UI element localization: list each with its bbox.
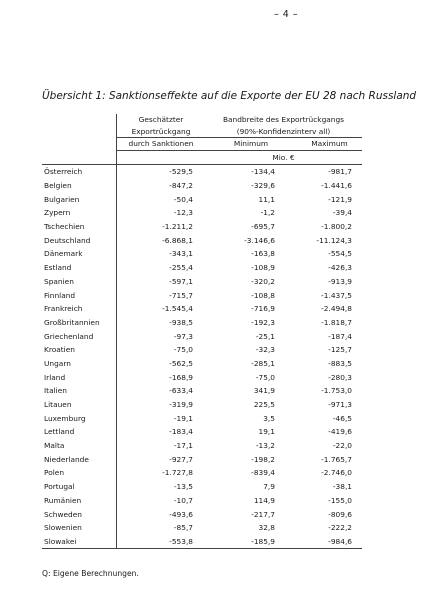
estimate-cell: -10,7	[117, 494, 206, 508]
country-cell: Luxemburg	[44, 413, 86, 423]
maximum-cell: -1.437,5	[321, 290, 352, 300]
maximum-cell: -981,7	[328, 167, 352, 177]
table-row	[42, 521, 362, 535]
estimate-cell: -1.727,8	[117, 466, 206, 480]
header-group-line2: (90%-Konfidenzinterv all)	[236, 126, 331, 136]
country-cell: Griechenland	[44, 331, 94, 341]
table-row	[42, 302, 362, 316]
sanctions-table	[42, 114, 362, 549]
table-row	[42, 453, 362, 467]
minimum-cell: 341,9	[253, 386, 275, 396]
table-row	[42, 507, 362, 521]
country-cell: Slowakei	[42, 535, 117, 549]
estimate-cell: -715,7	[117, 288, 206, 302]
minimum-cell: 11,1	[258, 194, 275, 204]
table-row	[42, 261, 362, 275]
header-col1-line3: durch Sanktionen	[117, 138, 206, 151]
maximum-cell: -554,5	[328, 249, 352, 259]
table-row	[42, 329, 362, 343]
maximum-cell: -809,6	[328, 509, 352, 519]
table-row	[42, 193, 362, 207]
table-row	[42, 206, 362, 220]
maximum-cell: -187,4	[328, 331, 352, 341]
estimate-cell: -255,4	[117, 261, 206, 275]
country-cell: Belgien	[44, 181, 72, 191]
maximum-cell: -222,2	[328, 523, 352, 533]
country-cell: Estland	[44, 263, 72, 273]
header-group-line1: Bandbreite des Exportrückgangs	[222, 115, 345, 125]
table-row	[42, 425, 362, 439]
country-cell: Litauen	[44, 400, 72, 410]
minimum-cell: -25,1	[255, 331, 275, 341]
header-minimum: Minimum	[205, 138, 297, 151]
table-row	[42, 316, 362, 330]
country-cell: Malta	[44, 441, 65, 451]
estimate-cell: -97,3	[117, 329, 206, 343]
country-cell: Irland	[44, 372, 66, 382]
country-cell: Großbritannien	[44, 317, 100, 327]
country-cell: Polen	[44, 468, 64, 478]
source-note: Q: Eigene Berechnungen.	[42, 569, 139, 578]
maximum-cell: -38,1	[332, 482, 352, 492]
table-row	[42, 165, 362, 179]
country-cell: Bulgarien	[44, 194, 80, 204]
table-row	[42, 398, 362, 412]
maximum-cell: -46,5	[332, 413, 352, 423]
table-row	[42, 371, 362, 385]
estimate-cell: -343,1	[117, 247, 206, 261]
table-row	[42, 220, 362, 234]
estimate-cell: -633,4	[117, 384, 206, 398]
estimate-cell: -50,4	[117, 193, 206, 207]
country-cell: Zypern	[44, 208, 71, 218]
country-cell: Kroatien	[44, 345, 75, 355]
estimate-cell: -13,5	[117, 480, 206, 494]
maximum-cell: -1.818,7	[321, 317, 352, 327]
maximum-cell: -1.753,0	[321, 386, 352, 396]
maximum-cell: -22,0	[332, 441, 352, 451]
minimum-cell: -75,0	[255, 372, 275, 382]
minimum-cell: 19,1	[258, 427, 275, 437]
minimum-cell: -217,7	[251, 509, 275, 519]
estimate-cell: -12,3	[117, 206, 206, 220]
estimate-cell: -183,4	[117, 425, 206, 439]
minimum-cell: -716,9	[251, 304, 275, 314]
estimate-cell: -319,9	[117, 398, 206, 412]
estimate-cell: -927,7	[117, 453, 206, 467]
minimum-cell: -134,4	[251, 167, 275, 177]
minimum-cell: 114,9	[253, 495, 275, 505]
estimate-cell: -85,7	[117, 521, 206, 535]
estimate-cell: -529,5	[117, 165, 206, 179]
maximum-cell: -39,4	[332, 208, 352, 218]
minimum-cell: -1,2	[260, 208, 275, 218]
maximum-cell: -1.800,2	[321, 222, 352, 232]
table-row	[42, 466, 362, 480]
maximum-cell: -971,3	[328, 400, 352, 410]
minimum-cell: -163,8	[251, 249, 275, 259]
estimate-cell: -553,8	[117, 535, 206, 549]
country-cell: Finnland	[44, 290, 76, 300]
page-number: – 4 –	[274, 9, 299, 20]
estimate-cell: -17,1	[117, 439, 206, 453]
maximum-cell: -121,9	[328, 194, 352, 204]
minimum-cell: -32,3	[255, 345, 275, 355]
header-col1-line2: Exportrückgang	[117, 126, 206, 138]
country-cell: Spanien	[44, 276, 74, 286]
minimum-cell: -13,2	[255, 441, 275, 451]
table-row	[42, 247, 362, 261]
maximum-cell: -913,9	[328, 276, 352, 286]
estimate-cell: -562,5	[117, 357, 206, 371]
country-cell: Dänemark	[44, 249, 83, 259]
country-cell: Tschechien	[44, 222, 85, 232]
country-cell: Ungarn	[44, 358, 71, 368]
table-row	[42, 288, 362, 302]
header-maximum: Maximum	[297, 138, 362, 151]
minimum-cell: -320,2	[251, 276, 275, 286]
header-row-2	[42, 126, 362, 138]
maximum-cell: -280,3	[328, 372, 352, 382]
table-title: Übersicht 1: Sanktionseffekte auf die Exporte der EU 28 nach Russland	[42, 90, 417, 102]
header-row-1	[42, 114, 362, 126]
minimum-cell: -108,9	[251, 263, 275, 273]
table-row	[42, 412, 362, 426]
minimum-cell: -3.146,6	[244, 235, 275, 245]
maximum-cell: -1.765,7	[321, 454, 352, 464]
minimum-cell: -185,9	[205, 535, 297, 549]
table-row	[42, 494, 362, 508]
maximum-cell: -1.441,6	[321, 181, 352, 191]
country-cell: Niederlande	[44, 454, 89, 464]
maximum-cell: -2.494,8	[321, 304, 352, 314]
estimate-cell: -6.868,1	[117, 234, 206, 248]
country-cell: Portugal	[44, 482, 75, 492]
estimate-cell: -75,0	[117, 343, 206, 357]
minimum-cell: -198,2	[251, 454, 275, 464]
table-row	[42, 480, 362, 494]
country-cell: Österreich	[44, 167, 83, 177]
maximum-cell: -984,6	[297, 535, 362, 549]
estimate-cell: -19,1	[117, 412, 206, 426]
table-row	[42, 179, 362, 193]
header-row-3	[42, 138, 362, 151]
table-row	[42, 439, 362, 453]
maximum-cell: -426,3	[328, 263, 352, 273]
estimate-cell: -1.545,4	[117, 302, 206, 316]
minimum-cell: 225,5	[253, 400, 275, 410]
minimum-cell: -108,8	[251, 290, 275, 300]
table-row	[42, 357, 362, 371]
header-col1-line1: Geschätzter	[117, 114, 206, 126]
estimate-cell: -168,9	[117, 371, 206, 385]
minimum-cell: -285,1	[251, 358, 275, 368]
table-row	[42, 535, 362, 549]
table-row	[42, 234, 362, 248]
maximum-cell: -419,6	[328, 427, 352, 437]
unit-label: Mio. €	[205, 150, 362, 165]
minimum-cell: -839,4	[251, 468, 275, 478]
estimate-cell: -938,5	[117, 316, 206, 330]
country-cell: Deutschland	[44, 235, 91, 245]
minimum-cell: -192,3	[251, 317, 275, 327]
country-cell: Rumänien	[44, 495, 82, 505]
table-row	[42, 384, 362, 398]
minimum-cell: -329,6	[251, 181, 275, 191]
maximum-cell: -2.746,0	[321, 468, 352, 478]
country-cell: Lettland	[44, 427, 75, 437]
maximum-cell: -155,0	[328, 495, 352, 505]
maximum-cell: -883,5	[328, 358, 352, 368]
country-cell: Italien	[44, 386, 67, 396]
maximum-cell: -125,7	[328, 345, 352, 355]
minimum-cell: 32,8	[258, 523, 275, 533]
table-row	[42, 275, 362, 289]
maximum-cell: -11.124,3	[316, 235, 352, 245]
estimate-cell: -1.211,2	[117, 220, 206, 234]
country-cell: Frankreich	[44, 304, 83, 314]
table-row	[42, 343, 362, 357]
country-cell: Schweden	[44, 509, 82, 519]
estimate-cell: -847,2	[117, 179, 206, 193]
minimum-cell: -695,7	[251, 222, 275, 232]
minimum-cell: 3,5	[263, 413, 275, 423]
country-cell: Slowenien	[44, 523, 82, 533]
minimum-cell: 7,9	[263, 482, 275, 492]
estimate-cell: -597,1	[117, 275, 206, 289]
estimate-cell: -493,6	[117, 507, 206, 521]
unit-row	[42, 150, 362, 165]
